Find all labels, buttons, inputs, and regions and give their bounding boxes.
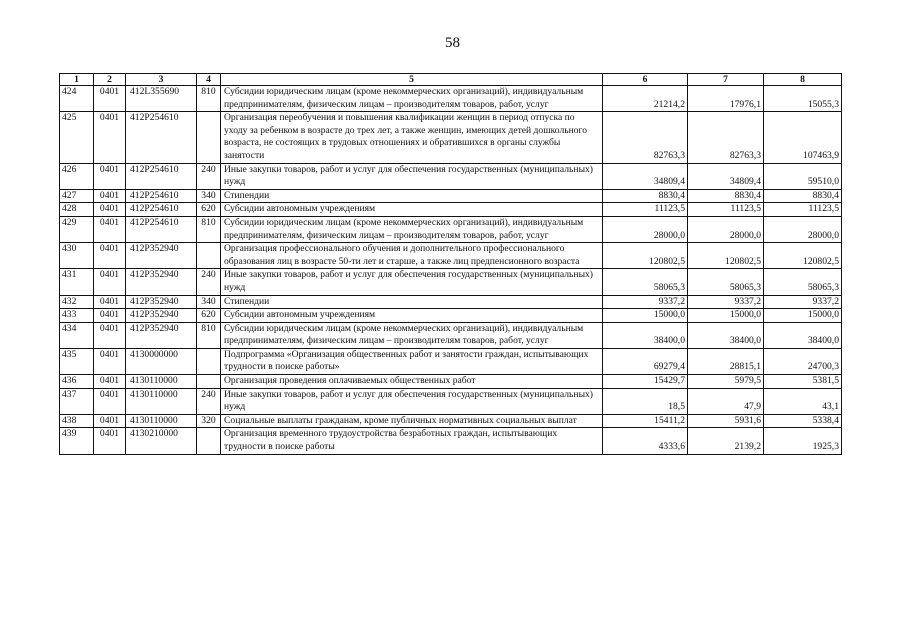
amount-col-8-cell: 58065,3	[764, 269, 842, 295]
target-article-code-cell: 4130110000	[126, 375, 197, 389]
amount-col-6-cell: 58065,3	[603, 269, 688, 295]
budget-table	[59, 73, 842, 455]
section-code-cell: 0401	[94, 388, 126, 414]
header-col-4: 4	[197, 74, 221, 86]
target-article-code-cell: 412P254610	[126, 112, 197, 163]
target-article-code-cell: 412P352940	[126, 295, 197, 309]
section-code-cell: 0401	[94, 216, 126, 242]
description-cell: Субсидии автономным учреждениям	[221, 203, 603, 217]
description-cell: Иные закупки товаров, работ и услуг для обеспечения государственных (муниципальных) нужд	[221, 388, 603, 414]
target-article-code-cell: 412L355690	[126, 86, 197, 112]
amount-col-8-cell: 9337,2	[764, 295, 842, 309]
amount-col-6-cell: 38400,0	[603, 322, 688, 348]
row-number-cell: 427	[60, 189, 94, 203]
row-number-cell: 439	[60, 428, 94, 454]
row-number-cell: 438	[60, 414, 94, 428]
table-row	[60, 295, 842, 309]
description-cell: Субсидии юридическим лицам (кроме некоммерческих организаций), индивидуальным предпринимателям, физическим лицам – производителям товаров, работ, услуг	[221, 322, 603, 348]
header-col-3: 3	[126, 74, 197, 86]
row-number-cell: 424	[60, 86, 94, 112]
section-code-cell: 0401	[94, 322, 126, 348]
section-code-cell: 0401	[94, 309, 126, 323]
table-row	[60, 309, 842, 323]
expense-type-code-cell: 340	[197, 295, 221, 309]
expense-type-code-cell	[197, 375, 221, 389]
expense-type-code-cell: 810	[197, 86, 221, 112]
section-code-cell: 0401	[94, 86, 126, 112]
description-cell: Стипендии	[221, 295, 603, 309]
amount-col-6-cell: 18,5	[603, 388, 688, 414]
row-number-cell: 429	[60, 216, 94, 242]
amount-col-7-cell: 28000,0	[688, 216, 764, 242]
table-row	[60, 428, 842, 454]
amount-col-8-cell: 43,1	[764, 388, 842, 414]
amount-col-7-cell: 47,9	[688, 388, 764, 414]
amount-col-7-cell: 5979,5	[688, 375, 764, 389]
row-number-cell: 435	[60, 348, 94, 374]
table-header-row	[60, 74, 842, 86]
target-article-code-cell: 4130210000	[126, 428, 197, 454]
section-code-cell: 0401	[94, 112, 126, 163]
description-cell: Организация временного трудоустройства безработных граждан, испытывающих трудности в поиске работы	[221, 428, 603, 454]
row-number-cell: 428	[60, 203, 94, 217]
row-number-cell: 433	[60, 309, 94, 323]
table-row	[60, 216, 842, 242]
amount-col-7-cell: 120802,5	[688, 243, 764, 269]
section-code-cell: 0401	[94, 295, 126, 309]
target-article-code-cell: 4130110000	[126, 414, 197, 428]
amount-col-8-cell: 28000,0	[764, 216, 842, 242]
amount-col-8-cell: 15055,3	[764, 86, 842, 112]
target-article-code-cell: 4130110000	[126, 388, 197, 414]
amount-col-8-cell: 8830,4	[764, 189, 842, 203]
target-article-code-cell: 412P352940	[126, 269, 197, 295]
expense-type-code-cell: 320	[197, 414, 221, 428]
amount-col-8-cell: 107463,9	[764, 112, 842, 163]
expense-type-code-cell: 810	[197, 216, 221, 242]
expense-type-code-cell: 620	[197, 309, 221, 323]
header-col-1: 1	[60, 74, 94, 86]
description-cell: Стипендии	[221, 189, 603, 203]
table-row	[60, 163, 842, 189]
row-number-cell: 431	[60, 269, 94, 295]
target-article-code-cell: 4130000000	[126, 348, 197, 374]
table-row	[60, 269, 842, 295]
table-row	[60, 189, 842, 203]
section-code-cell: 0401	[94, 348, 126, 374]
amount-col-6-cell: 120802,5	[603, 243, 688, 269]
target-article-code-cell: 412P254610	[126, 216, 197, 242]
description-cell: Подпрограмма «Организация общественных работ и занятости граждан, испытывающих трудности в поиске работы»	[221, 348, 603, 374]
expense-type-code-cell: 340	[197, 189, 221, 203]
expense-type-code-cell: 810	[197, 322, 221, 348]
amount-col-7-cell: 11123,5	[688, 203, 764, 217]
amount-col-7-cell: 38400,0	[688, 322, 764, 348]
header-col-7: 7	[688, 74, 764, 86]
amount-col-7-cell: 2139,2	[688, 428, 764, 454]
amount-col-7-cell: 8830,4	[688, 189, 764, 203]
header-col-2: 2	[94, 74, 126, 86]
amount-col-6-cell: 69279,4	[603, 348, 688, 374]
row-number-cell: 432	[60, 295, 94, 309]
target-article-code-cell: 412P352940	[126, 309, 197, 323]
section-code-cell: 0401	[94, 203, 126, 217]
description-cell: Организация переобучения и повышения квалификации женщин в период отпуска по уходу за ребенком в возрасте до трех лет, а также женщин, имеющих детей дошкольного возраста, не состоящих в трудовых отношениях и обратившихся в органы службы занятости	[221, 112, 603, 163]
amount-col-7-cell: 5931,6	[688, 414, 764, 428]
table-row	[60, 243, 842, 269]
amount-col-8-cell: 38400,0	[764, 322, 842, 348]
section-code-cell: 0401	[94, 269, 126, 295]
amount-col-7-cell: 17976,1	[688, 86, 764, 112]
description-cell: Субсидии юридическим лицам (кроме некоммерческих организаций), индивидуальным предпринимателям, физическим лицам – производителям товаров, работ, услуг	[221, 216, 603, 242]
table-row	[60, 203, 842, 217]
amount-col-6-cell: 82763,3	[603, 112, 688, 163]
expense-type-code-cell: 240	[197, 388, 221, 414]
table-row	[60, 348, 842, 374]
row-number-cell: 436	[60, 375, 94, 389]
section-code-cell: 0401	[94, 414, 126, 428]
description-cell: Иные закупки товаров, работ и услуг для обеспечения государственных (муниципальных) нужд	[221, 269, 603, 295]
description-cell: Организация профессионального обучения и дополнительного профессионального образования лиц в возрасте 50-ти лет и старше, а также лиц предпенсионного возраста	[221, 243, 603, 269]
amount-col-6-cell: 21214,2	[603, 86, 688, 112]
section-code-cell: 0401	[94, 375, 126, 389]
header-col-8: 8	[764, 74, 842, 86]
amount-col-6-cell: 15411,2	[603, 414, 688, 428]
amount-col-6-cell: 8830,4	[603, 189, 688, 203]
target-article-code-cell: 412P254610	[126, 163, 197, 189]
header-col-6: 6	[603, 74, 688, 86]
row-number-cell: 437	[60, 388, 94, 414]
amount-col-6-cell: 15000,0	[603, 309, 688, 323]
amount-col-7-cell: 58065,3	[688, 269, 764, 295]
amount-col-7-cell: 9337,2	[688, 295, 764, 309]
table-row	[60, 388, 842, 414]
table-row	[60, 414, 842, 428]
amount-col-7-cell: 82763,3	[688, 112, 764, 163]
amount-col-7-cell: 28815,1	[688, 348, 764, 374]
page-number: 58	[445, 35, 460, 51]
amount-col-6-cell: 34809,4	[603, 163, 688, 189]
description-cell: Субсидии юридическим лицам (кроме некоммерческих организаций), индивидуальным предпринимателям, физическим лицам – производителям товаров, работ, услуг	[221, 86, 603, 112]
target-article-code-cell: 412P254610	[126, 189, 197, 203]
amount-col-8-cell: 15000,0	[764, 309, 842, 323]
description-cell: Субсидии автономным учреждениям	[221, 309, 603, 323]
amount-col-8-cell: 11123,5	[764, 203, 842, 217]
table-row	[60, 322, 842, 348]
section-code-cell: 0401	[94, 243, 126, 269]
expense-type-code-cell	[197, 348, 221, 374]
amount-col-7-cell: 15000,0	[688, 309, 764, 323]
table-row	[60, 112, 842, 163]
target-article-code-cell: 412P254610	[126, 203, 197, 217]
amount-col-6-cell: 15429,7	[603, 375, 688, 389]
amount-col-8-cell: 5338,4	[764, 414, 842, 428]
expense-type-code-cell: 240	[197, 163, 221, 189]
description-cell: Организация проведения оплачиваемых общественных работ	[221, 375, 603, 389]
expense-type-code-cell	[197, 428, 221, 454]
row-number-cell: 434	[60, 322, 94, 348]
expense-type-code-cell: 240	[197, 269, 221, 295]
row-number-cell: 425	[60, 112, 94, 163]
table-row	[60, 86, 842, 112]
table-body	[60, 86, 842, 455]
header-col-5: 5	[221, 74, 603, 86]
section-code-cell: 0401	[94, 163, 126, 189]
target-article-code-cell: 412P352940	[126, 322, 197, 348]
amount-col-7-cell: 34809,4	[688, 163, 764, 189]
amount-col-8-cell: 120802,5	[764, 243, 842, 269]
section-code-cell: 0401	[94, 428, 126, 454]
amount-col-6-cell: 4333,6	[603, 428, 688, 454]
amount-col-6-cell: 11123,5	[603, 203, 688, 217]
expense-type-code-cell	[197, 243, 221, 269]
description-cell: Социальные выплаты гражданам, кроме публичных нормативных социальных выплат	[221, 414, 603, 428]
amount-col-8-cell: 5381,5	[764, 375, 842, 389]
section-code-cell: 0401	[94, 189, 126, 203]
amount-col-6-cell: 28000,0	[603, 216, 688, 242]
amount-col-8-cell: 24700,3	[764, 348, 842, 374]
amount-col-8-cell: 1925,3	[764, 428, 842, 454]
amount-col-6-cell: 9337,2	[603, 295, 688, 309]
description-cell: Иные закупки товаров, работ и услуг для обеспечения государственных (муниципальных) нужд	[221, 163, 603, 189]
table-row	[60, 375, 842, 389]
row-number-cell: 430	[60, 243, 94, 269]
expense-type-code-cell	[197, 112, 221, 163]
row-number-cell: 426	[60, 163, 94, 189]
target-article-code-cell: 412P352940	[126, 243, 197, 269]
amount-col-8-cell: 59510,0	[764, 163, 842, 189]
expense-type-code-cell: 620	[197, 203, 221, 217]
